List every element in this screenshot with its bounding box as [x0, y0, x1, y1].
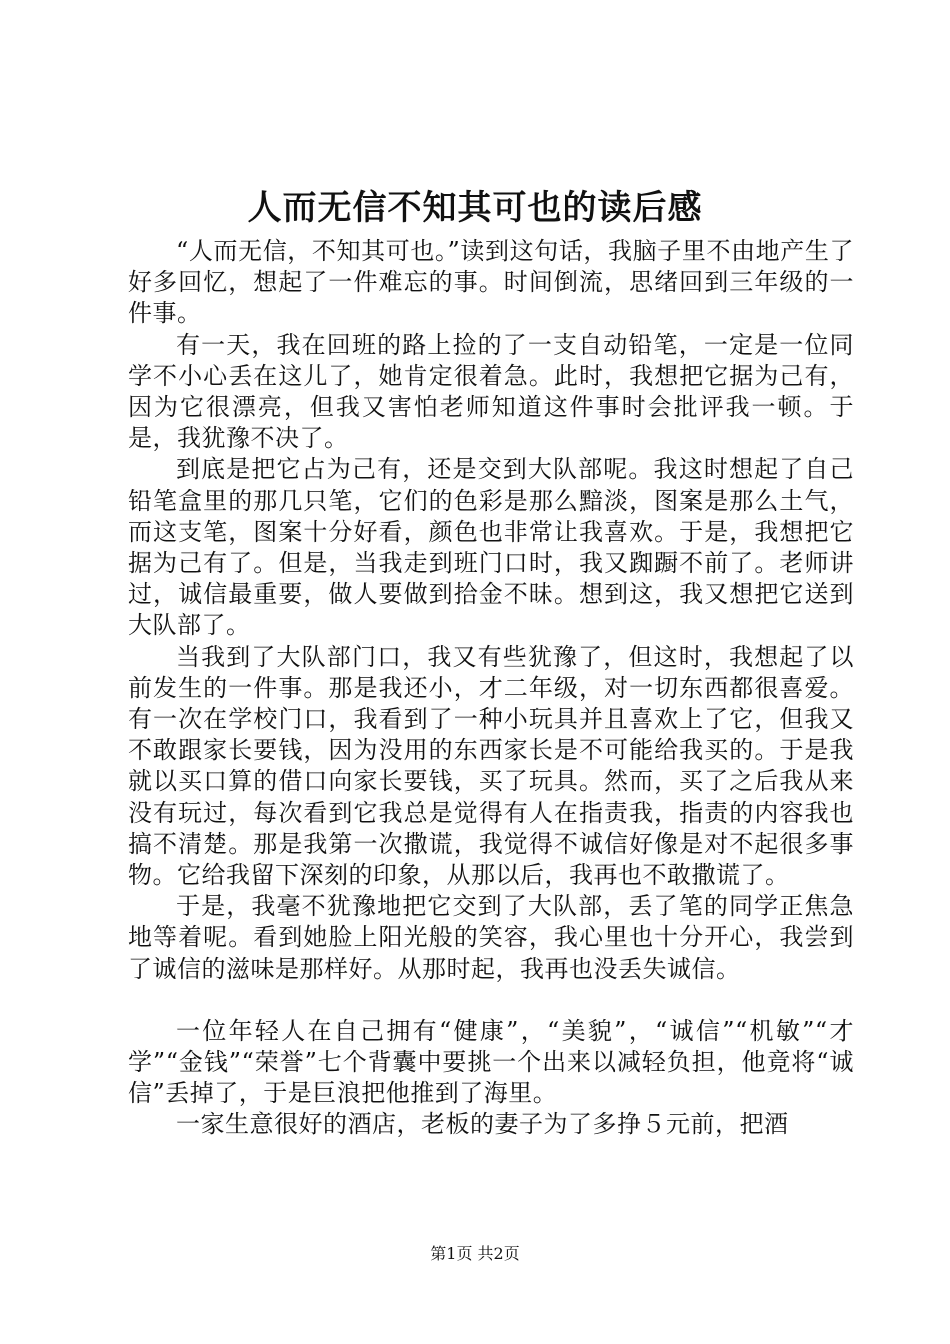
article-body	[128, 236, 854, 1141]
paragraph: 有一天，我在回班的路上捡的了一支自动铅笔，一定是一位同学不小心丢在这儿了，她肯定很着急。此时，我想把它据为己有，因为它很漂亮，但我又害怕老师知道这件事时会批评我一顿。于是，我犹豫不决了。	[128, 330, 854, 453]
page-number-footer: 第1页 共2页	[430, 1244, 520, 1263]
paragraph: 当我到了大队部门口，我又有些犹豫了，但这时，我想起了以前发生的一件事。那是我还小，才二年级，对一切东西都很喜爱。有一次在学校门口，我看到了一种小玩具并且喜欢上了它，但我又不敢跟家长要钱，因为没用的东西家长是不可能给我买的。于是我就以买口算的借口向家长要钱，买了玩具。然而，买了之后我从来没有玩过，每次看到它我总是觉得有人在指责我，指责的内容我也搞不清楚。那是我第一次撒谎，我觉得不诚信好像是对不起很多事物。它给我留下深刻的印象，从那以后，我再也不敢撒谎了。	[128, 642, 854, 890]
paragraph: 一位年轻人在自己拥有“健康”，“美貌”，“诚信”“机敏”“才学”“金钱”“荣誉”七个背囊中要挑一个出来以减轻负担，他竟将“诚信”丢掉了，于是巨浪把他推到了海里。	[128, 1016, 854, 1108]
paragraph: 到底是把它占为己有，还是交到大队部呢。我这时想起了自己铅笔盒里的那几只笔，它们的色彩是那么黯淡，图案是那么土气，而这支笔，图案十分好看，颜色也非常让我喜欢。于是，我想把它据为己有了。但是，当我走到班门口时，我又踟蹰不前了。老师讲过，诚信最重要，做人要做到拾金不昧。想到这，我又想把它送到大队部了。	[128, 455, 854, 640]
page-title: 人而无信不知其可也的读后感	[247, 188, 703, 228]
paragraph: “人而无信，不知其可也。”读到这句话，我脑子里不由地产生了好多回忆，想起了一件难忘的事。时间倒流，思绪回到三年级的一件事。	[128, 237, 854, 328]
section-gap	[128, 985, 854, 1016]
paragraph: 一家生意很好的酒店，老板的妻子为了多挣５元前，把酒	[176, 1110, 789, 1139]
paragraph: 于是，我毫不犹豫地把它交到了大队部，丢了笔的同学正焦急地等着呢。看到她脸上阳光般的笑容，我心里也十分开心，我尝到了诚信的滋味是那样好。从那时起，我再也没丢失诚信。	[128, 892, 854, 983]
